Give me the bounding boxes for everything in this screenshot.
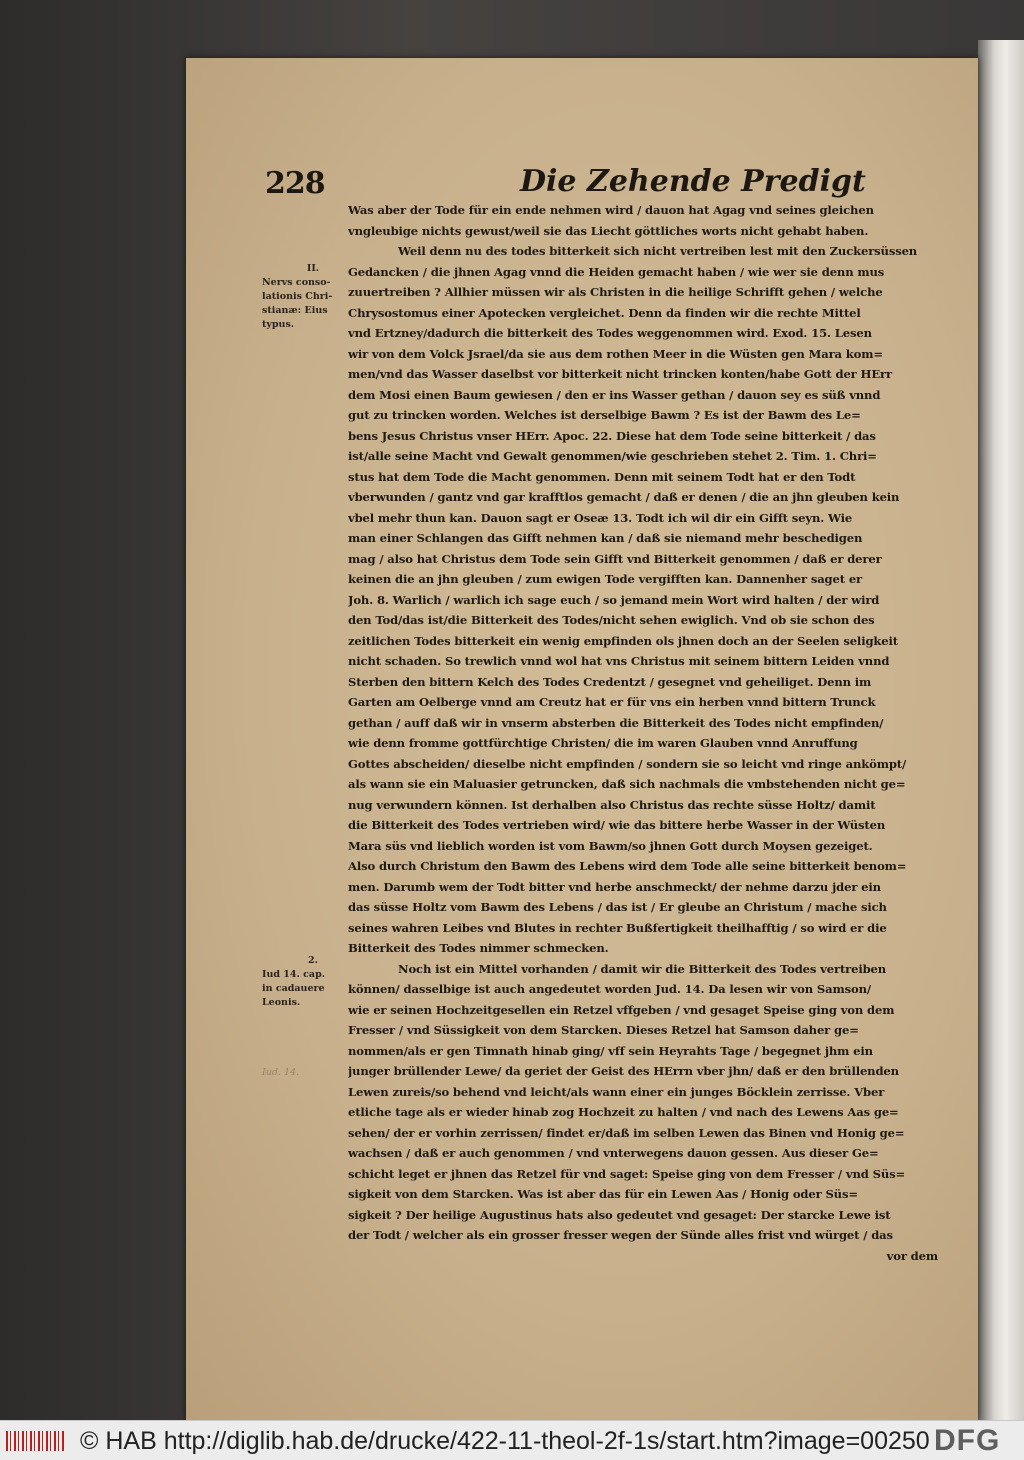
text-line: Was aber der Tode für ein ende nehmen wird / dauon hat Agag vnd seines gleichen bbox=[348, 203, 874, 217]
marginal-note-line: typus. bbox=[262, 319, 295, 330]
text-line: die Bitterkeit des Todes vertrieben wird/ wie das bittere herbe Wasser in der Wüsten bbox=[348, 818, 886, 832]
running-head: Die Zehende Predigt bbox=[520, 164, 866, 199]
text-line: wir von dem Volck Jsrael/da sie aus dem rothen Meer in die Wüsten gen Mara kom= bbox=[348, 346, 883, 361]
text-line: bens Jesus Christus vnser HErr. Apoc. 22. Diese hat dem Tode seine bitterkeit / das bbox=[348, 428, 876, 443]
footer-bar bbox=[0, 1420, 1024, 1460]
text-line: Bitterkeit des Todes nimmer schmecken. bbox=[348, 941, 609, 955]
text-line: junger brüllender Lewe/ da geriet der Geist des HErrn vber jhn/ daß er den brüllenden bbox=[348, 1064, 899, 1078]
text-line: zuuertreiben ? Allhier müssen wir als Christen in die heilige Schrifft gehen / welche bbox=[348, 285, 883, 299]
text-line: gethan / auff daß wir in vnserm absterben die Bitterkeit des Todes nicht empfinden/ bbox=[348, 715, 884, 730]
text-line: men/vnd das Wasser daselbst vor bitterkeit nicht trincken konten/habe Gott der HErr bbox=[348, 367, 892, 381]
dfg-logo: DFG bbox=[934, 1424, 1001, 1457]
text-line: Garten am Oelberge vnnd am Creutz hat er für vns ein herben vnnd bittern Trunck bbox=[348, 695, 876, 709]
text-line: Also durch Christum den Bawm des Lebens wird dem Tode alle seine bitterkeit benom= bbox=[348, 859, 907, 873]
text-line: können/ dasselbige ist auch angedeutet worden Jud. 14. Da lesen wir von Samson/ bbox=[348, 982, 871, 996]
text-line: zeitlichen Todes bitterkeit ein wenig empfinden ols jhnen doch an der Seelen seligkeit bbox=[348, 633, 898, 648]
marginal-note-line: in cadauere bbox=[262, 983, 325, 994]
text-line: etliche tage als er wieder hinab zog Hochzeit zu halten / vnd nach des Lewens Aas ge= bbox=[348, 1105, 899, 1119]
text-line: sehen/ der er vorhin zerrissen/ findet er/daß im selben Lewen das Binen vnd Honig ge= bbox=[348, 1125, 905, 1140]
text-line: wachsen / daß er auch genommen / vnd vnterwegens dauon gessen. Aus dieser Ge= bbox=[348, 1146, 879, 1160]
text-line: men. Darumb wem der Todt bitter vnd herbe anschmeckt/ der nehme darzu jder ein bbox=[348, 879, 881, 894]
hab-barcode-icon bbox=[6, 1431, 66, 1451]
faint-marginal-note bbox=[262, 1066, 352, 1080]
marginal-note-1 bbox=[262, 262, 352, 332]
text-line: Gedancken / die jhnen Agag vnnd die Heiden gemacht haben / wie wer sie denn mus bbox=[348, 264, 885, 279]
text-line: das süsse Holtz vom Bawm des Lebens / das ist / Er gleube an Christum / mache sich bbox=[348, 900, 887, 914]
text-line: vngleubige nichts gewust/weil sie das Liecht göttliches worts nicht gehabt haben. bbox=[348, 223, 869, 238]
text-line: wie denn fromme gottfürchtige Christen/ die im waren Glauben vnnd Anruffung bbox=[348, 736, 858, 750]
text-line: Fresser / vnd Süssigkeit von dem Starcken. Dieses Retzel hat Samson daher ge= bbox=[348, 1023, 859, 1037]
copyright-url[interactable]: © HAB http://diglib.hab.de/drucke/422-11-theol-2f-1s/start.htm?image=00250 bbox=[80, 1427, 930, 1455]
text-line: Sterben den bittern Kelch des Todes Credentzt / gesegnet vnd geheiliget. Denn im bbox=[348, 674, 872, 689]
text-line: sigkeit von dem Starcken. Was ist aber das für ein Lewen Aas / Honig oder Süs= bbox=[348, 1187, 858, 1201]
marginal-note-number: II. bbox=[306, 263, 320, 274]
text-line: keinen die an jhn gleuben / zum ewigen Tode vergifften kan. Dannenher saget er bbox=[348, 572, 863, 586]
text-line: den Tod/das ist/die Bitterkeit des Todes/nicht sehen ewiglich. Vnd ob sie schon des bbox=[348, 613, 875, 627]
text-line: Gottes abscheiden/ dieselbe nicht empfinden / sondern sie so leicht vnd ringe ankömpt/ bbox=[348, 756, 907, 771]
text-line: vbel mehr thun kan. Dauon sagt er Oseæ 13. Todt ich wil dir ein Gifft seyn. Wie bbox=[348, 510, 853, 525]
text-line: stus hat dem Tode die Macht genommen. Denn mit seinem Todt hat er den Todt bbox=[348, 469, 856, 484]
marginal-note-line: Iud 14. cap. bbox=[262, 969, 326, 980]
page-number: 228 bbox=[265, 166, 325, 201]
faint-note-text: Iud. 14. bbox=[262, 1067, 300, 1078]
text-line: Weil denn nu des todes bitterkeit sich nicht vertreiben lest mit den Zuckersüssen bbox=[398, 244, 918, 258]
text-line: Noch ist ein Mittel vorhanden / damit wir die Bitterkeit des Todes vertreiben bbox=[398, 961, 887, 976]
text-line: vor dem bbox=[886, 1248, 938, 1263]
text-line: ist/alle seine Macht vnd Gewalt genommen/wie geschrieben stehet 2. Tim. 1. Chri= bbox=[348, 449, 877, 463]
marginal-note-2 bbox=[262, 954, 352, 1010]
text-line: nommen/als er gen Timnath hinab ging/ vff sein Heyrahts Tage / begegnet jhm ein bbox=[348, 1043, 873, 1058]
text-line: Joh. 8. Warlich / warlich ich sage euch / so jemand mein Wort wird halten / der wird bbox=[348, 592, 880, 607]
body-text bbox=[348, 200, 948, 1266]
text-line: Chrysostomus einer Apotecken vergleichet. Denn da finden wir die rechte Mittel bbox=[348, 305, 861, 320]
text-line: wie er seinen Hochzeitgesellen ein Retzel vffgeben / vnd gesaget Speise ging von dem bbox=[348, 1002, 895, 1017]
marginal-note-number: 2. bbox=[308, 955, 318, 966]
text-line: vberwunden / gantz vnd gar krafftlos gemacht / daß er denen / die an jhn gleuben kein bbox=[348, 490, 900, 504]
next-page-edge bbox=[978, 40, 1024, 1420]
text-line: gut zu trincken worden. Welches ist derselbige Bawm ? Es ist der Bawm des Le= bbox=[348, 408, 861, 422]
text-line: seines wahren Leibes vnd Blutes in rechter Bußfertigkeit theilhafftig / so wird er die bbox=[348, 920, 887, 935]
text-line: mag / also hat Christus dem Tode sein Gifft vnd Bitterkeit genommen / daß er derer bbox=[348, 551, 882, 566]
text-line: Mara süs vnd lieblich worden ist vom Bawm/so jhnen Gott durch Moysen gezeiget. bbox=[348, 838, 873, 853]
text-line: als wann sie ein Maluasier getruncken, daß sich nachmals die vmbstehenden nicht ge= bbox=[348, 777, 906, 791]
text-line: vnd Ertzney/dadurch die bitterkeit des Todes weggenommen wird. Exod. 15. Lesen bbox=[348, 326, 872, 340]
text-line: Lewen zureis/so behend vnd leicht/als wann einer ein junges Böcklein zerrisse. Vber bbox=[348, 1084, 885, 1099]
marginal-note-line: lationis Chri- bbox=[262, 291, 333, 302]
marginal-note-line: Leonis. bbox=[262, 997, 301, 1008]
text-line: nicht schaden. So trewlich vnnd wol hat vns Christus mit seinem bittern Leiden vnnd bbox=[348, 654, 890, 668]
text-line: der Todt / welcher als ein grosser fresser wegen der Sünde alles frist vnd würget / das bbox=[348, 1228, 893, 1242]
text-line: dem Mosi einen Baum gewiesen / den er ins Wasser gethan / dauon sey es süß vnnd bbox=[348, 387, 881, 402]
text-line: man einer Schlangen das Gifft nehmen kan / daß sie niemand mehr beschedigen bbox=[348, 531, 863, 545]
marginal-note-line: stianæ: Eius bbox=[262, 305, 328, 316]
text-line: sigkeit ? Der heilige Augustinus hats also gedeutet vnd gesaget: Der starcke Lewe ist bbox=[348, 1207, 891, 1222]
text-line: schicht leget er jhnen das Retzel für vnd saget: Speise ging von dem Fresser / vnd Süs= bbox=[348, 1166, 906, 1181]
marginal-note-line: Nervs conso- bbox=[262, 277, 331, 288]
text-line: nug verwundern können. Ist derhalben also Christus das rechte süsse Holtz/ damit bbox=[348, 797, 876, 812]
